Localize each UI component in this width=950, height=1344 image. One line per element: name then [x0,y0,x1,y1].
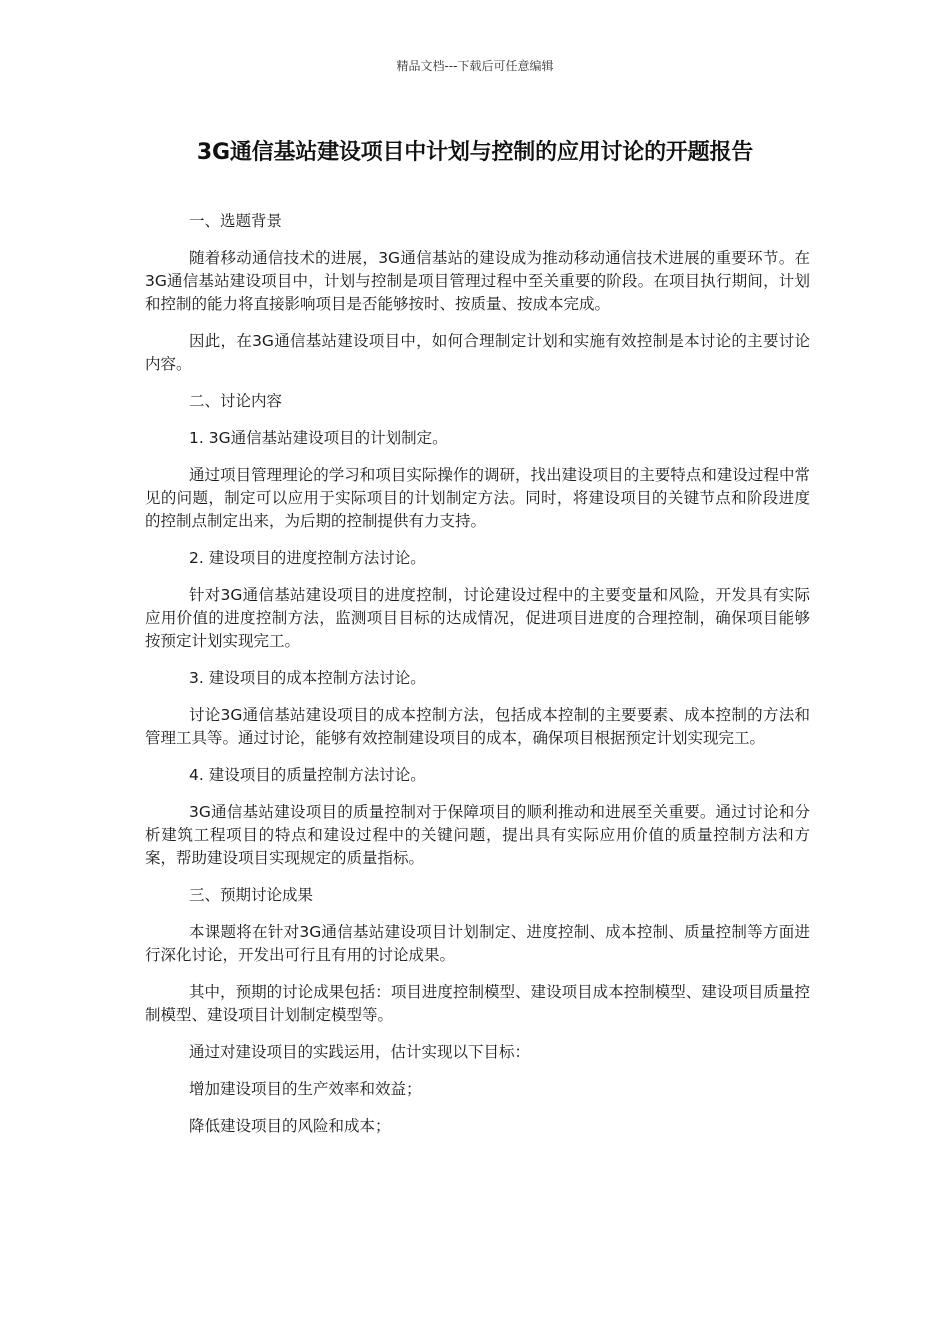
list-item-heading: 4. 建设项目的质量控制方法讨论。 [189,766,426,784]
document-title: 3G通信基站建设项目中计划与控制的应用讨论的开题报告 [196,140,754,165]
goal-item: 增加建设项目的生产效率和效益； [189,1080,422,1098]
paragraph: 随着移动通信技术的进展，3G通信基站的建设成为推动移动通信技术进展的重要环节。在3G通信基站建设项目中，计划与控制是项目管理过程中至关重要的阶段。在项目执行期间，计划和控制的能力将直接影响项目是否能够按时、按质量、按成本完成。 [145,249,810,313]
document-body [145,210,810,1152]
goal-item: 降低建设项目的风险和成本； [189,1117,391,1135]
page-header-note: 精品文档---下载后可任意编辑 [396,59,554,73]
section-heading-background: 一、选题背景 [189,212,283,230]
paragraph: 本课题将在针对3G通信基站建设项目计划制定、进度控制、成本控制、质量控制等方面进行深化讨论，开发出可行且有用的讨论成果。 [145,923,810,964]
paragraph: 因此，在3G通信基站建设项目中，如何合理制定计划和实施有效控制是本讨论的主要讨论内容。 [145,332,810,373]
paragraph: 通过项目管理理论的学习和项目实际操作的调研，找出建设项目的主要特点和建设过程中常见的问题，制定可以应用于实际项目的计划制定方法。同时，将建设项目的关键节点和阶段进度的控制点制定出来，为后期的控制提供有力支持。 [145,466,810,530]
paragraph: 其中，预期的讨论成果包括：项目进度控制模型、建设项目成本控制模型、建设项目质量控制模型、建设项目计划制定模型等。 [145,983,810,1024]
list-item-heading: 3. 建设项目的成本控制方法讨论。 [189,669,426,687]
list-item-heading: 1. 3G通信基站建设项目的计划制定。 [189,429,448,447]
paragraph: 3G通信基站建设项目的质量控制对于保障项目的顺利推动和进展至关重要。通过讨论和分析建筑工程项目的特点和建设过程中的关键问题，提出具有实际应用价值的质量控制方法和方案，帮助建设项目实现规定的质量指标。 [145,803,810,867]
paragraph: 针对3G通信基站建设项目的进度控制，讨论建设过程中的主要变量和风险，开发具有实际应用价值的进度控制方法，监测项目目标的达成情况，促进项目进度的合理控制，确保项目能够按预定计划实现完工。 [145,586,810,650]
section-heading-content: 二、讨论内容 [189,392,283,410]
paragraph: 通过对建设项目的实践运用，估计实现以下目标： [189,1043,531,1061]
section-heading-expected-results: 三、预期讨论成果 [189,886,314,904]
paragraph: 讨论3G通信基站建设项目的成本控制方法，包括成本控制的主要要素、成本控制的方法和管理工具等。通过讨论，能够有效控制建设项目的成本，确保项目根据预定计划实现完工。 [145,706,810,747]
list-item-heading: 2. 建设项目的进度控制方法讨论。 [189,549,426,567]
